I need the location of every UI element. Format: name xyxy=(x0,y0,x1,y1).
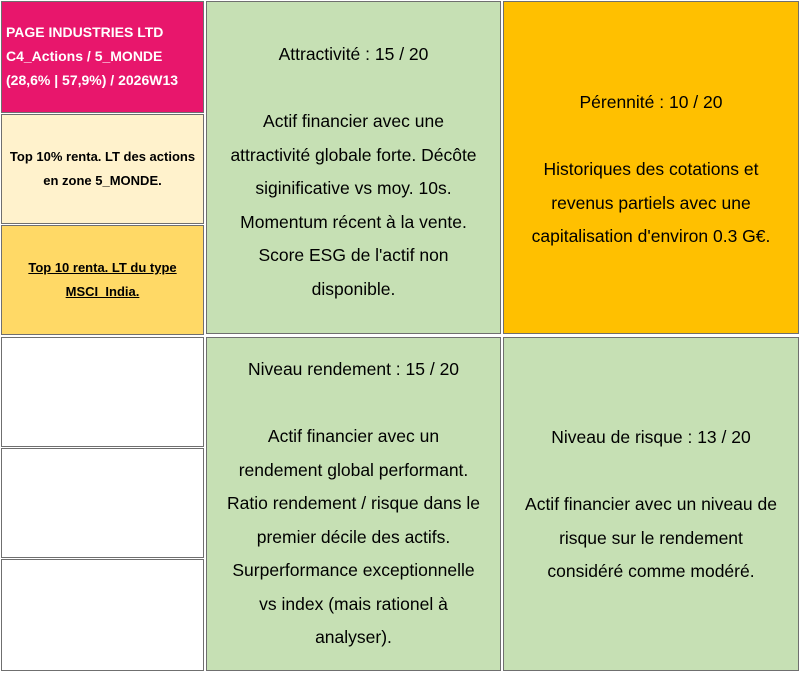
rendement-line: analyser). xyxy=(315,627,392,647)
top10-zone-cell xyxy=(1,114,204,224)
attractivite-line: attractivité globale forte. Décôte xyxy=(230,144,477,165)
asset-stats: (28,6% | 57,9%) / 2026W13 xyxy=(6,72,179,88)
attractivite-line: siginificative vs moy. 10s. xyxy=(255,178,452,198)
rendement-line: Surperformance exceptionnelle xyxy=(232,560,475,580)
top10-zone-text: Top 10% renta. LT des actions en zone 5_MONDE. xyxy=(9,149,196,188)
perennite-heading: Pérennité : 10 / 20 xyxy=(579,92,723,112)
perennite-line: Historiques des cotations et xyxy=(543,159,759,179)
rendement-line: vs index (mais rationel à xyxy=(259,593,448,614)
rendement-line: premier décile des actifs. xyxy=(256,526,451,547)
perennite-line: capitalisation d'environ 0.3 G€. xyxy=(531,226,771,246)
risque-line: considéré comme modéré. xyxy=(547,561,755,581)
asset-title-cell xyxy=(1,1,204,113)
attractivite-line: Actif financier avec une xyxy=(263,111,444,131)
attractivite-heading: Attractivité : 15 / 20 xyxy=(278,44,429,64)
rendement-line: rendement global performant. xyxy=(238,459,469,480)
blank-cell-3 xyxy=(1,559,204,671)
risque-cell xyxy=(503,337,799,671)
risque-body xyxy=(504,488,798,589)
top10-type-link[interactable]: Top 10 renta. LT du type MSCI_India. xyxy=(28,260,177,299)
risque-line: risque sur le rendement xyxy=(559,527,743,548)
perennite-line: revenus partiels avec une xyxy=(551,192,751,213)
attractivite-line: Momentum récent à la vente. xyxy=(240,211,467,232)
asset-name: PAGE INDUSTRIES LTD xyxy=(6,24,164,40)
rendement-line: Actif financier avec un xyxy=(267,426,440,446)
attractivite-cell xyxy=(206,1,501,334)
rendement-line: Ratio rendement / risque dans le xyxy=(227,493,480,513)
attractivite-body xyxy=(207,105,500,306)
risque-line: Actif financier avec un niveau de xyxy=(525,494,777,514)
asset-category: C4_Actions / 5_MONDE xyxy=(6,48,163,64)
rendement-cell xyxy=(206,337,501,671)
perennite-cell xyxy=(503,1,799,334)
blank-cell-1 xyxy=(1,337,204,447)
top10-type-cell[interactable] xyxy=(1,225,204,335)
risque-heading: Niveau de risque : 13 / 20 xyxy=(551,427,751,447)
perennite-body xyxy=(504,153,798,254)
attractivite-line: disponible. xyxy=(311,278,396,299)
rendement-heading: Niveau rendement : 15 / 20 xyxy=(247,359,460,379)
rendement-body xyxy=(207,420,500,655)
blank-cell-2 xyxy=(1,448,204,558)
attractivite-line: Score ESG de l'actif non xyxy=(258,245,449,265)
